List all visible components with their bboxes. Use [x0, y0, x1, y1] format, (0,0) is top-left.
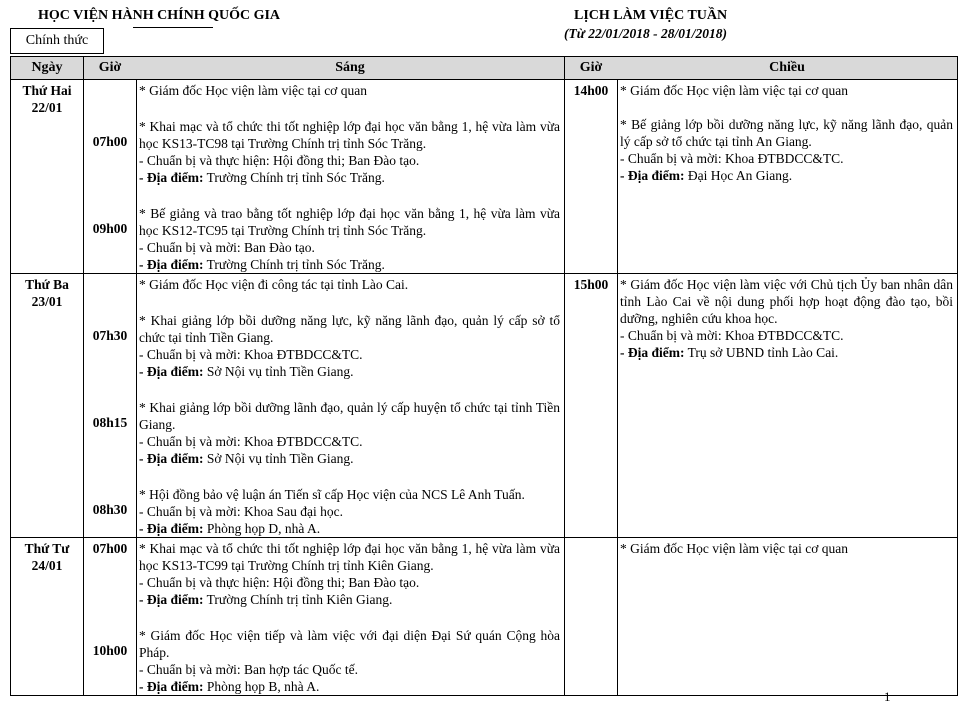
entry-line: - Chuẩn bị và thực hiện: Hội đồng thi; Ban Đào tạo. — [139, 153, 420, 168]
morning-entry — [84, 203, 564, 273]
entry-line: * Giám đốc Học viện đi công tác tại tỉnh Lào Cai. — [139, 277, 409, 292]
afternoon-cell — [565, 80, 958, 274]
schedule-body — [11, 80, 958, 696]
location-value: Trường Chính trị tỉnh Kiên Giang. — [206, 592, 393, 607]
day-cell — [11, 538, 84, 696]
entry-line: * Khai giảng lớp bồi dưỡng lãnh đạo, quản lý cấp huyện tổ chức tại tỉnh Tiền Giang. — [139, 400, 561, 432]
morning-time: 07h00 — [92, 541, 128, 556]
entry-location — [139, 678, 560, 695]
location-label: - Địa điểm: — [620, 345, 685, 360]
date-range: (Từ 22/01/2018 - 28/01/2018) — [564, 26, 727, 41]
morning-time — [84, 274, 136, 293]
column-header-morning-label: Sáng — [335, 60, 365, 75]
location-label: - Địa điểm: — [620, 168, 685, 183]
afternoon-entry — [565, 274, 957, 361]
entry-line: * Bế giảng và trao bằng tốt nghiệp lớp đại học văn bằng 1, hệ vừa làm vừa học KS12-TC95 tại Trường Chính trị tỉnh Sóc Trăng. — [139, 206, 561, 238]
page-number: 1 — [884, 689, 891, 704]
table-row — [11, 80, 958, 274]
column-header-morning — [84, 57, 565, 80]
location-label: - Địa điểm: — [139, 257, 204, 272]
table-row — [11, 538, 958, 696]
afternoon-entry — [565, 538, 957, 557]
entry-line: - Chuẩn bị và thực hiện: Hội đồng thi; Ban Đào tạo. — [139, 575, 420, 590]
entry-line: * Khai giảng lớp bồi dưỡng năng lực, kỹ năng lãnh đạo, quản lý cấp sở tổ chức tại tỉnh Tiền Giang. — [139, 313, 561, 345]
entry-line: - Chuẩn bị và mời: Ban hợp tác Quốc tế. — [139, 662, 358, 677]
column-header-time-pm: Giờ — [579, 60, 603, 75]
day-weekday: Thứ Ba — [25, 277, 69, 292]
location-value: Sở Nội vụ tỉnh Tiền Giang. — [206, 451, 354, 466]
entry-line: * Giám đốc Học viện làm việc tại cơ quan — [620, 541, 848, 556]
entry-location — [139, 450, 560, 467]
morning-entry — [84, 538, 564, 608]
morning-entry-text — [136, 484, 564, 537]
entry-line: - Chuẩn bị và mời: Khoa ĐTBDCC&TC. — [139, 434, 363, 449]
entry-line: - Chuẩn bị và mời: Khoa ĐTBDCC&TC. — [620, 151, 844, 166]
day-date: 22/01 — [31, 100, 63, 115]
morning-cell — [84, 274, 565, 538]
location-label: - Địa điểm: — [139, 170, 204, 185]
entry-line: * Hội đồng bảo vệ luận án Tiến sĩ cấp Học viện của NCS Lê Anh Tuấn. — [139, 487, 525, 502]
day-weekday: Thứ Hai — [22, 83, 72, 98]
morning-time: 07h00 — [92, 134, 128, 149]
morning-time — [84, 80, 136, 99]
location-label: - Địa điểm: — [139, 521, 204, 536]
afternoon-time — [565, 538, 617, 557]
afternoon-entry-text — [617, 538, 957, 557]
morning-entry-text — [136, 203, 564, 273]
location-value: Phòng họp D, nhà A. — [206, 521, 321, 536]
afternoon-cell — [565, 274, 958, 538]
entry-location — [139, 591, 560, 608]
morning-entry-text — [136, 80, 564, 99]
morning-entry — [84, 310, 564, 380]
morning-entry — [84, 274, 564, 293]
morning-cell — [84, 80, 565, 274]
entry-line: * Giám đốc Học viện tiếp và làm việc với đại diện Đại Sứ quán Cộng hòa Pháp. — [139, 628, 561, 660]
morning-time: 08h15 — [92, 415, 128, 430]
morning-cell — [84, 538, 565, 696]
location-value: Sở Nội vụ tỉnh Tiền Giang. — [206, 364, 354, 379]
morning-entry — [84, 80, 564, 99]
morning-entry-text — [136, 310, 564, 380]
afternoon-time: 14h00 — [573, 83, 609, 98]
morning-entry-text — [136, 116, 564, 186]
location-value: Trường Chính trị tỉnh Sóc Trăng. — [206, 170, 385, 185]
location-value: Phòng họp B, nhà A. — [206, 679, 320, 694]
morning-entry — [84, 625, 564, 695]
location-label: - Địa điểm: — [139, 679, 204, 694]
entry-line: - Chuẩn bị và mời: Khoa Sau đại học. — [139, 504, 343, 519]
entry-location — [139, 169, 560, 186]
entry-line: - Chuẩn bị và mời: Ban Đào tạo. — [139, 240, 315, 255]
location-label: - Địa điểm: — [139, 592, 204, 607]
entry-line: - Chuẩn bị và mời: Khoa ĐTBDCC&TC. — [620, 328, 844, 343]
morning-time: 09h00 — [92, 221, 128, 236]
location-value: Trụ sở UBND tỉnh Lào Cai. — [687, 345, 839, 360]
morning-entry-text — [136, 538, 564, 608]
afternoon-time: 15h00 — [573, 277, 609, 292]
status-badge: Chính thức — [10, 28, 104, 54]
column-header-time-am: Giờ — [98, 60, 122, 75]
day-date: 23/01 — [31, 294, 63, 309]
entry-line: * Giám đốc Học viện làm việc tại cơ quan — [139, 83, 367, 98]
entry-line: - Chuẩn bị và mời: Khoa ĐTBDCC&TC. — [139, 347, 363, 362]
entry-location — [139, 520, 560, 537]
location-value: Trường Chính trị tỉnh Sóc Trăng. — [206, 257, 385, 272]
page-title: LỊCH LÀM VIỆC TUẦN — [574, 8, 728, 23]
entry-line: * Bế giảng lớp bồi dưỡng năng lực, kỹ năng lãnh đạo, quản lý cấp sở tổ chức tại tỉnh An Giang. — [620, 117, 954, 149]
location-value: Đại Học An Giang. — [687, 168, 793, 183]
morning-time: 08h30 — [92, 502, 128, 517]
morning-entry-text — [136, 274, 564, 293]
morning-entry-text — [136, 625, 564, 695]
entry-location — [139, 256, 560, 273]
table-row — [11, 274, 958, 538]
location-label: - Địa điểm: — [139, 451, 204, 466]
column-header-afternoon — [565, 57, 958, 80]
morning-time: 10h00 — [92, 643, 128, 658]
organization-underline — [133, 27, 213, 28]
day-cell — [11, 80, 84, 274]
table-header-row — [11, 57, 958, 80]
morning-entry — [84, 116, 564, 186]
column-header-day: Ngày — [11, 57, 84, 80]
entry-location — [139, 363, 560, 380]
afternoon-entry — [565, 80, 957, 184]
morning-entry-text — [136, 397, 564, 467]
day-cell — [11, 274, 84, 538]
entry-line: * Khai mạc và tổ chức thi tốt nghiệp lớp đại học văn bằng 1, hệ vừa làm vừa học KS13-TC99 tại Trường Chính trị tỉnh Kiên Giang. — [139, 541, 561, 573]
entry-location — [620, 167, 953, 184]
entry-location — [620, 344, 953, 361]
afternoon-cell — [565, 538, 958, 696]
location-label: - Địa điểm: — [139, 364, 204, 379]
afternoon-entry-text — [617, 274, 957, 361]
morning-entry — [84, 484, 564, 537]
day-weekday: Thứ Tư — [24, 541, 70, 556]
entry-line: * Khai mạc và tổ chức thi tốt nghiệp lớp đại học văn bằng 1, hệ vừa làm vừa học KS13-TC98 tại Trường Chính trị tỉnh Sóc Trăng. — [139, 119, 561, 151]
entry-line: * Giám đốc Học viện làm việc với Chủ tịch Ủy ban nhân dân tỉnh Lào Cai về nội dung phối hợp hoạt động đào tạo, bồi dưỡng, nghiên cứu khoa học. — [620, 277, 954, 326]
morning-time: 07h30 — [92, 328, 128, 343]
morning-entry — [84, 397, 564, 467]
schedule-table — [10, 56, 958, 696]
entry-line: * Giám đốc Học viện làm việc tại cơ quan — [620, 83, 848, 98]
column-header-afternoon-label: Chiều — [769, 60, 805, 75]
organization-name: HỌC VIỆN HÀNH CHÍNH QUỐC GIA — [38, 8, 281, 23]
afternoon-entry-text — [617, 80, 957, 184]
day-date: 24/01 — [31, 558, 63, 573]
